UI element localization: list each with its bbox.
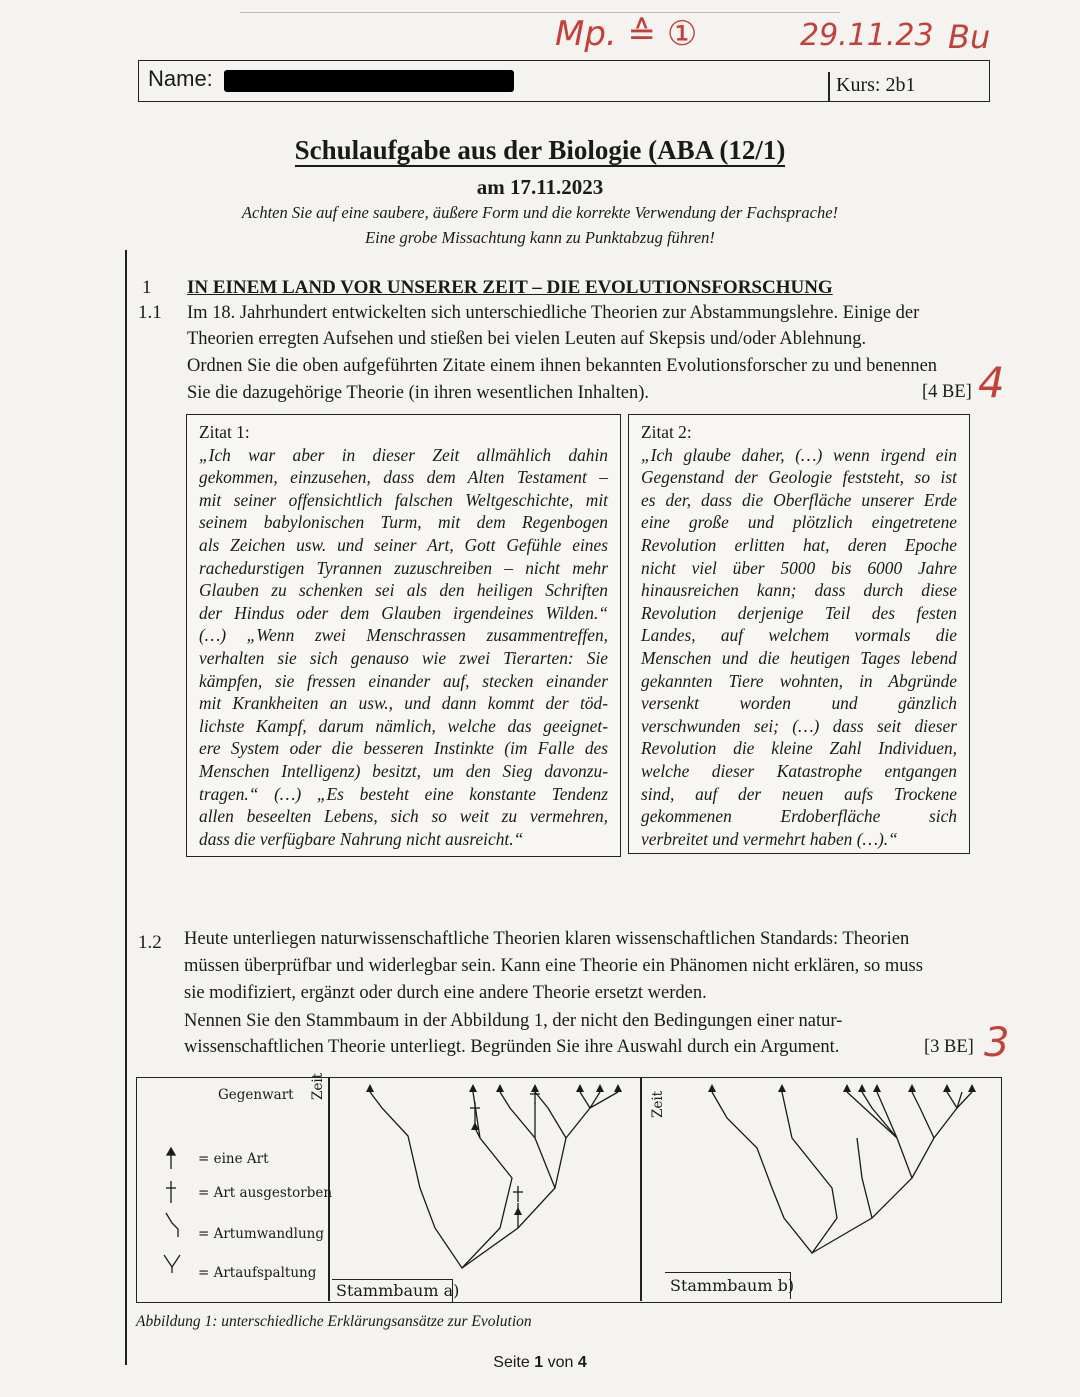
quote-1-line: rachedurstigen Tyrannen zuzuschreiben – nicht mehr [199, 557, 608, 578]
task-1-1-line3: Ordnen Sie die oben aufgeführten Zitate einem ihnen bekannten Evolutionsforscher zu und benennen [187, 356, 938, 376]
present-label: Gegenwart [218, 1087, 294, 1103]
time-axis-label-b: Zeit [650, 1090, 666, 1118]
quote-2-line: gekannten Tiere wohnten, in Abgründe [641, 670, 957, 691]
legend-transformation: = Artumwandlung [198, 1226, 325, 1242]
time-axis-label-a: Zeit [310, 1072, 326, 1100]
quote-2-line: sind, auf der neuen aufs Trockene [641, 783, 957, 804]
quote-2-line: verbreitet und vermehrt haben (…).“ [641, 828, 898, 849]
task-1-2-line4: Nennen Sie den Stammbaum in der Abbildung 1, der nicht den Bedingungen einer natur- [184, 1011, 843, 1031]
quote-1-box [186, 414, 621, 857]
page-title [0, 135, 1080, 166]
quote-1-line: als Zeichen usw. und seiner Art, Gott Gefühle eines [199, 534, 608, 555]
quote-2-box [628, 414, 970, 854]
quote-1-line: (…) „Wenn zwei Menschrassen zusammentreffen, [199, 625, 608, 646]
section-heading: IN EINEM LAND VOR UNSERER ZEIT – DIE EVOLUTIONSFORSCHUNG [187, 277, 833, 298]
task-1-1-line1: Im 18. Jahrhundert entwickelten sich unterschiedliche Theorien zur Abstammungslehre. Einige der [187, 303, 920, 323]
quote-1-line: seinem babylonischen Turm, mit dem Regenbogen [199, 512, 608, 533]
name-label: Name: [148, 66, 213, 91]
tree-b-label: Stammbaum b) [670, 1276, 795, 1295]
quote-1-line: verhalten sie sich genauso wie zwei Tierarten: Sie [199, 647, 608, 668]
legend-split: = Artaufspaltung [198, 1265, 317, 1281]
task-1-2-line2: müssen überprüfbar und widerlegbar sein. Kann eine Theorie ein Phänomen nicht erklären, so muss [184, 956, 923, 976]
quote-1-line: mit seiner offensichtlich falschen Weltgeschichte, mit [199, 489, 608, 510]
tree-b-diagram [672, 1078, 997, 1268]
task-1-2-points: [3 BE] [924, 1037, 974, 1057]
quote-1-line: gekommen, einzusehen, dass dem Alten Testament – [199, 467, 608, 488]
quote-1-line: ere System oder die besseren Instinkte (im Falle des [199, 738, 608, 759]
quote-2-line: Menschen und die heutigen Tages lebend [641, 647, 957, 668]
quote-2-line: Revolution die kleine Zahl Individuen, [641, 738, 957, 759]
quote-2-line: versenkt worden und gänzlich [641, 693, 957, 714]
page-total: 4 [577, 1354, 587, 1371]
handwritten-grade-note: Mp. ≙ ① [555, 14, 698, 54]
quote-1-line: „Ich war aber in dieser Zeit allmählich dahin [199, 444, 608, 465]
task-1-2-line5: wissenschaftlichen Theorie unterliegt. Begründen Sie ihre Auswahl durch ein Argument. [184, 1037, 840, 1057]
task-1-2-number: 1.2 [138, 932, 162, 953]
quote-2-line: nicht viel über 5000 bis 6000 Jahre [641, 557, 957, 578]
course-label: Kurs: 2b1 [836, 74, 916, 96]
quote-2-line: hinausreichen kann; dass durch diese [641, 580, 957, 601]
quote-2-title: Zitat 2: [641, 422, 692, 442]
quote-1-line: lichste Kampf, darum nämlich, welche das geeignet- [199, 715, 608, 736]
handwritten-score-1-1: 4 [978, 358, 1005, 407]
quote-2-line: welche dieser Katastrophe entgangen [641, 760, 957, 781]
page-prefix: Seite [493, 1354, 530, 1371]
page-mid: von [547, 1354, 574, 1371]
course-divider [828, 72, 830, 102]
tree-a-diagram [330, 1078, 638, 1278]
instruction-note-2: Eine grobe Missachtung kann zu Punktabzug führen! [365, 228, 715, 247]
task-1-1-line2: Theorien erregten Aufsehen und stießen bei vielen Leuten auf Skepsis und/oder Ablehnung. [187, 329, 867, 349]
handwritten-date: 29.11.23 [800, 18, 934, 53]
section-number: 1 [142, 277, 152, 298]
task-1-1-number: 1.1 [138, 302, 162, 323]
task-1-2-line3: sie modifiziert, ergänzt oder durch eine andere Theorie ersetzt werden. [184, 983, 707, 1003]
quote-1-line: der Hindus oder dem Glauben irgendeines Wilden.“ [199, 602, 608, 623]
quote-2-line: eine große und plötzlich eingetretene [641, 512, 957, 533]
figure-caption: Abbildung 1: unterschiedliche Erklärungsansätze zur Evolution [136, 1313, 532, 1330]
quote-1-line: tragen.“ (…) „Es besteht eine konstante Tendenz [199, 783, 608, 804]
page-title-text: Schulaufgabe aus der Biologie (ABA (12/1) [294, 135, 786, 165]
quote-1-line: kämpfen, sie fressen einander auf, stecken einander [199, 670, 608, 691]
figure-divider-2 [640, 1077, 642, 1301]
tree-a-label: Stammbaum a) [336, 1281, 460, 1300]
redacted-name [224, 70, 514, 92]
quote-1-line: dass die verfügbare Nahrung nicht ausreicht.“ [199, 828, 524, 849]
page-number [0, 1354, 1080, 1372]
quote-1-line: allen beseelten Lebens, sich so weit zu vermehren, [199, 806, 608, 827]
handwritten-initials: Bu [948, 18, 991, 56]
instruction-note-1: Achten Sie auf eine saubere, äußere Form und die korrekte Verwendung der Fachsprache! [241, 203, 839, 222]
handwritten-score-1-2: 3 [984, 1020, 1010, 1066]
quote-1-title: Zitat 1: [199, 422, 250, 442]
quote-2-line: verschwunden sei; (…) dass seit dieser [641, 715, 957, 736]
quote-2-line: Revolution derjenige Teil des festen [641, 602, 957, 623]
task-1-1-line4: Sie die dazugehörige Theorie (in ihren wesentlichen Inhalten). [187, 383, 649, 403]
quote-1-line: Glauben zu schenken sei als den heiligen Schriften [199, 580, 608, 601]
quote-1-line: Menschen Intelligenz) besitzt, um den Sieg davonzu- [199, 760, 608, 781]
task-1-1-points: [4 BE] [922, 382, 972, 402]
legend-species: = eine Art [198, 1151, 269, 1167]
page-current: 1 [534, 1354, 544, 1371]
quote-2-text [641, 444, 957, 851]
quote-2-line: es der, dass die Oberfläche unserer Erde [641, 489, 957, 510]
quote-2-line: gekommenen Erdoberfläche sich [641, 806, 957, 827]
quote-1-text [199, 444, 608, 851]
task-1-2-line1: Heute unterliegen naturwissenschaftliche Theorien klaren wissenschaftlichen Standards: Theorien [184, 929, 910, 949]
quote-2-line: Revolution erlitten hat, deren Epoche [641, 534, 957, 555]
quote-1-line: mit Krankheiten an usw., und dann kommt der töd- [199, 693, 608, 714]
legend-extinct: = Art ausgestorben [198, 1185, 333, 1201]
legend-symbols [160, 1145, 196, 1285]
quote-2-line: Gegenstand der Geologie feststeht, so ist [641, 467, 957, 488]
quote-2-line: „Ich glaube daher, (…) wenn irgend ein [641, 444, 957, 465]
quote-2-line: Landes, auf welchem vormals die [641, 625, 957, 646]
exam-date: am 17.11.2023 [476, 175, 604, 199]
page-top-edge [240, 0, 840, 13]
margin-line [125, 250, 127, 1365]
